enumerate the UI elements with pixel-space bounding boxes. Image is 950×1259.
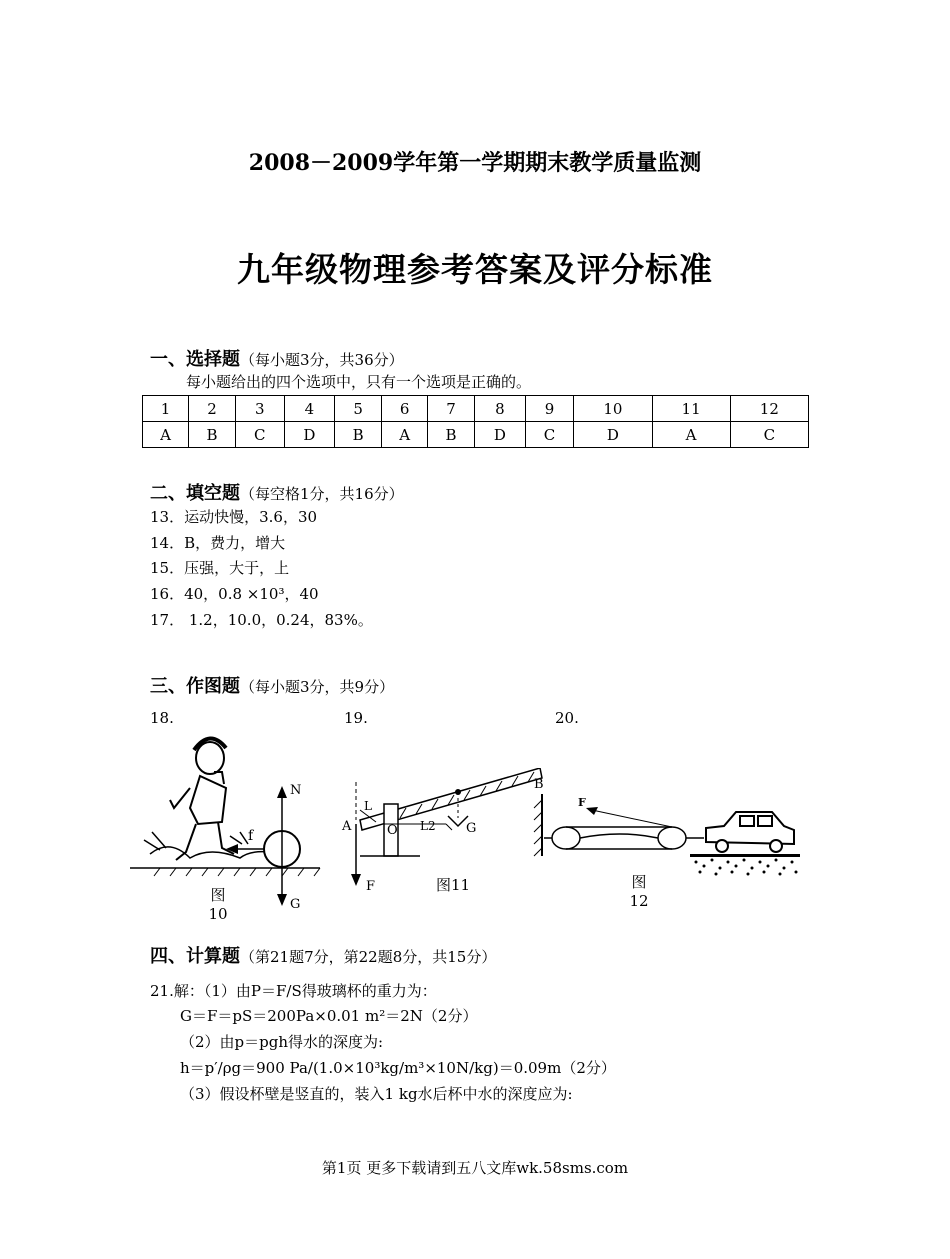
figure-10-caption-1: 图 — [210, 886, 226, 904]
section-3-title: 三、作图题 — [150, 676, 240, 697]
table-cell: 11 — [652, 396, 730, 422]
label-b: B — [534, 777, 544, 792]
solution-line-1: 21.解：（1）由P＝F/S得玻璃杯的重力为： — [150, 982, 437, 1000]
answer-key-title: 九年级物理参考答案及评分标准 — [237, 250, 713, 289]
table-row-answers — [143, 422, 809, 448]
section-4-note: （第21题7分，第22题8分，共15分） — [240, 948, 497, 966]
section-2-heading — [150, 479, 404, 505]
table-cell: B — [428, 422, 475, 448]
section-1-title: 一、选择题 — [150, 349, 240, 370]
table-row-numbers — [143, 396, 809, 422]
section-1-desc: 每小题给出的四个选项中，只有一个选项是正确的。 — [186, 373, 532, 391]
section-2-title: 二、填空题 — [150, 483, 240, 504]
page-footer: 第1页 更多下载请到五八文库wk.58sms.com — [321, 1159, 629, 1177]
section-2-note: （每空格1分，共16分） — [240, 485, 404, 503]
table-cell: B — [335, 422, 382, 448]
table-cell: C — [730, 422, 808, 448]
table-cell: 5 — [335, 396, 382, 422]
ground-gravel — [690, 854, 800, 876]
table-cell: 6 — [382, 396, 428, 422]
section-3-note: （每小题3分，共9分） — [240, 678, 395, 696]
label-g: G — [466, 821, 477, 836]
table-cell: D — [474, 422, 525, 448]
table-cell: C — [235, 422, 284, 448]
label-f: F — [578, 796, 586, 809]
table-cell: A — [382, 422, 428, 448]
table-cell: 10 — [574, 396, 652, 422]
section-3-heading — [150, 672, 394, 698]
fill-answer-17: 17． 1.2，10.0，0.24，83%。 — [150, 611, 373, 629]
figure-12-diagram — [530, 790, 805, 885]
table-cell: D — [284, 422, 335, 448]
table-cell: D — [574, 422, 652, 448]
table-cell: 3 — [235, 396, 284, 422]
label-o: O — [387, 823, 398, 838]
section-1-heading — [150, 345, 404, 371]
table-cell: C — [525, 422, 574, 448]
table-cell: 7 — [428, 396, 475, 422]
table-cell: B — [189, 422, 236, 448]
label-l1: L — [364, 799, 372, 813]
label-f: f — [248, 828, 254, 844]
car — [706, 812, 794, 852]
label-f: F — [366, 879, 376, 894]
exam-title: 2008－2009学年第一学期期末教学质量监测 — [248, 150, 702, 176]
label-a: A — [342, 819, 352, 834]
label-g: G — [290, 897, 301, 912]
fill-answer-13: 13．运动快慢，3.6，30 — [150, 508, 318, 526]
question-20-label: 20. — [555, 709, 579, 727]
label-n: N — [290, 783, 302, 798]
fill-answer-16: 16．40，0.8 ×10³，40 — [150, 585, 319, 603]
force-f-arrow — [592, 810, 672, 827]
solution-line-5: （3）假设杯壁是竖直的，装入1 kg水后杯中水的深度应为: — [180, 1085, 573, 1103]
table-cell: A — [143, 422, 189, 448]
solution-line-2: G＝F＝pS＝200Pa×0.01 m²＝2N（2分） — [180, 1007, 478, 1025]
section-1-note: （每小题3分，共36分） — [240, 351, 404, 369]
table-cell: 9 — [525, 396, 574, 422]
question-18-label: 18. — [150, 709, 174, 727]
question-19-label: 19. — [344, 709, 368, 727]
solution-line-4: h＝p′/ρg＝900 Pa/(1.0×10³kg/m³×10N/kg)＝0.09m（2分） — [180, 1059, 616, 1077]
fill-answer-14: 14．B，费力，增大 — [150, 534, 286, 552]
table-cell: A — [652, 422, 730, 448]
figure-12-caption-1: 图 — [631, 873, 647, 891]
figure-10-caption-2: 10 — [208, 905, 228, 923]
table-cell: 1 — [143, 396, 189, 422]
solution-line-3: （2）由p＝pgh得水的深度为: — [180, 1033, 384, 1051]
pulley-system — [544, 827, 704, 849]
table-cell: 2 — [189, 396, 236, 422]
figure-11-caption: 图11 — [435, 876, 471, 894]
fill-answer-15: 15．压强，大于，上 — [150, 559, 290, 577]
choice-answer-table — [142, 395, 809, 448]
section-4-title: 四、计算题 — [150, 946, 240, 967]
table-cell: 8 — [474, 396, 525, 422]
figure-12-caption-2: 12 — [629, 892, 649, 910]
table-cell: 12 — [730, 396, 808, 422]
table-cell: 4 — [284, 396, 335, 422]
section-4-heading — [150, 942, 496, 968]
label-l2: L2 — [420, 819, 436, 833]
